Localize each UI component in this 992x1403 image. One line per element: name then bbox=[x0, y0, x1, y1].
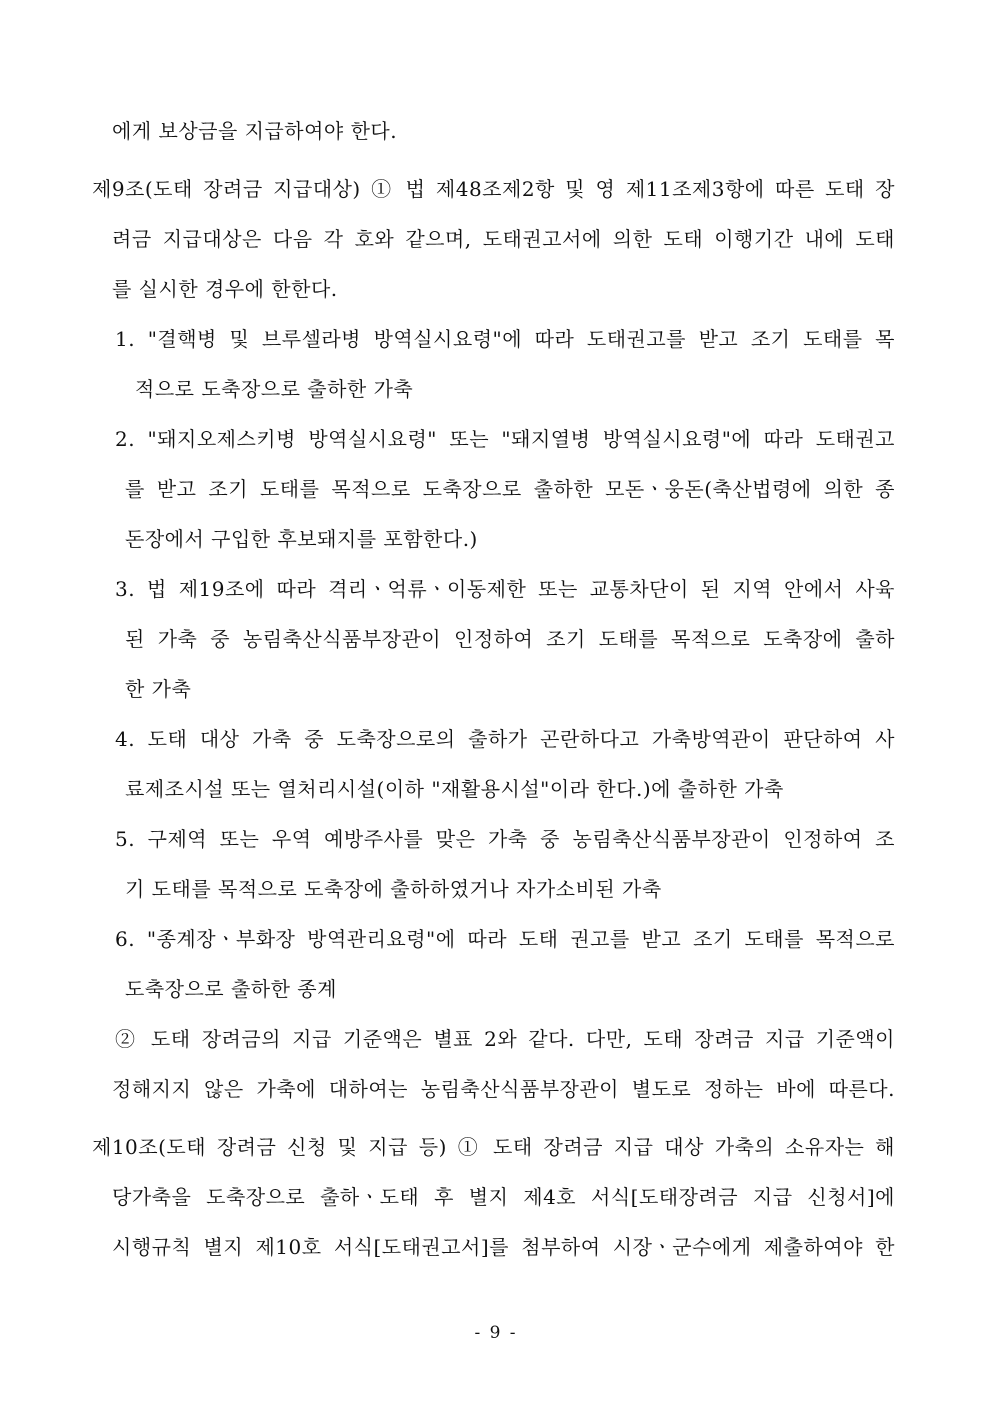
list-item-5-cont: 기 도태를 목적으로 도축장에 출하하였거나 자가소비된 가축 bbox=[125, 877, 662, 901]
list-item-3-cont: 된 가축 중 농림축산식품부장관이 인정하여 조기 도태를 목적으로 도축장에 출하 bbox=[125, 627, 895, 651]
list-item-4: 4. 도태 대상 가축 중 도축장으로의 출하가 곤란하다고 가축방역관이 판단하여 사 bbox=[115, 727, 895, 751]
list-item-2: 2. "돼지오제스키병 방역실시요령" 또는 "돼지열병 방역실시요령"에 따라 도태권고 bbox=[115, 427, 895, 451]
list-item-6: 6. "종계장ㆍ부화장 방역관리요령"에 따라 도태 권고를 받고 조기 도태를 목적으로 bbox=[115, 927, 895, 951]
list-item-6-cont: 도축장으로 출하한 종계 bbox=[125, 977, 337, 1001]
paragraph-2-cont: 정해지지 않은 가축에 대하여는 농림축산식품부장관이 별도로 정하는 바에 따른다. bbox=[112, 1077, 895, 1101]
list-item-3: 3. 법 제19조에 따라 격리ㆍ억류ㆍ이동제한 또는 교통차단이 된 지역 안에서 사육 bbox=[115, 577, 895, 601]
article-9-heading: 제9조(도태 장려금 지급대상) ① 법 제48조제2항 및 영 제11조제3항에 따른 도태 장 bbox=[92, 177, 895, 201]
list-item-3-cont: 한 가축 bbox=[125, 677, 192, 701]
text-line: 려금 지급대상은 다음 각 호와 같으며, 도태권고서에 의한 도태 이행기간 내에 도태 bbox=[112, 227, 895, 251]
text-line: 에게 보상금을 지급하여야 한다. bbox=[112, 119, 398, 143]
list-item-5: 5. 구제역 또는 우역 예방주사를 맞은 가축 중 농림축산식품부장관이 인정하여 조 bbox=[115, 827, 895, 851]
list-item-2-cont: 를 받고 조기 도태를 목적으로 도축장으로 출하한 모돈ㆍ웅돈(축산법령에 의한 종 bbox=[125, 477, 895, 501]
list-item-1-cont: 적으로 도축장으로 출하한 가축 bbox=[135, 377, 414, 401]
paragraph-2: ② 도태 장려금의 지급 기준액은 별표 2와 같다. 다만, 도태 장려금 지급 기준액이 bbox=[115, 1027, 895, 1051]
list-item-1: 1. "결핵병 및 브루셀라병 방역실시요령"에 따라 도태권고를 받고 조기 도태를 목 bbox=[115, 327, 895, 351]
list-item-2-cont: 돈장에서 구입한 후보돼지를 포함한다.) bbox=[125, 527, 478, 551]
text-line: 시행규칙 별지 제10호 서식[도태권고서]를 첨부하여 시장ㆍ군수에게 제출하여야 한 bbox=[112, 1235, 895, 1259]
text-line: 당가축을 도축장으로 출하ㆍ도태 후 별지 제4호 서식[도태장려금 지급 신청서]에 bbox=[112, 1185, 895, 1209]
page-number: - 9 - bbox=[474, 1323, 518, 1343]
list-item-4-cont: 료제조시설 또는 열처리시설(이하 "재활용시설"이라 한다.)에 출하한 가축 bbox=[125, 777, 784, 801]
article-10-heading: 제10조(도태 장려금 신청 및 지급 등) ① 도태 장려금 지급 대상 가축의 소유자는 해 bbox=[92, 1135, 895, 1159]
text-line: 를 실시한 경우에 한한다. bbox=[112, 277, 338, 301]
